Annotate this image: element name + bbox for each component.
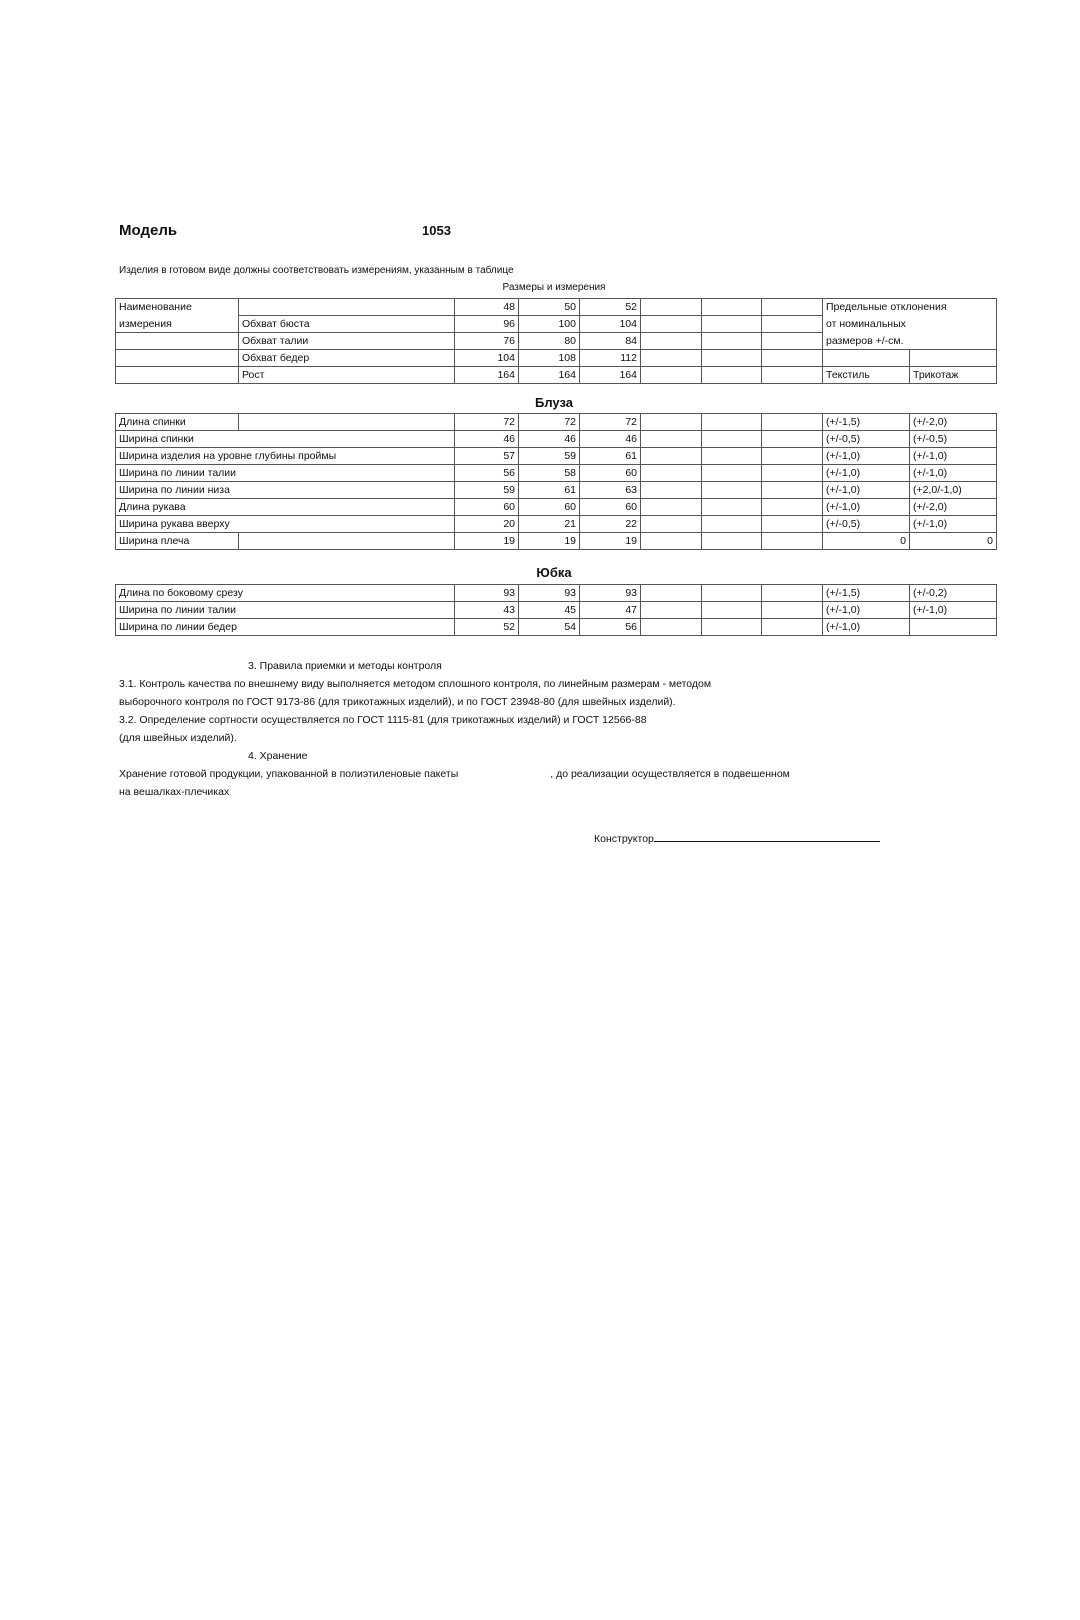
textile-tolerance: (+/-1,0)	[823, 465, 910, 482]
measure-name: Обхват бедер	[239, 350, 455, 367]
value-cell: 61	[580, 448, 641, 465]
value-cell: 164	[519, 367, 580, 384]
value-cell: 104	[580, 316, 641, 333]
value-cell: 58	[519, 465, 580, 482]
measure-name: Длина спинки	[116, 414, 239, 431]
value-cell: 164	[580, 367, 641, 384]
textile-tolerance: (+/-0,5)	[823, 516, 910, 533]
header-empty-cell	[239, 299, 455, 316]
table-row	[116, 619, 997, 636]
size-header-row	[116, 299, 997, 316]
table-row	[116, 516, 997, 533]
blouse-table	[115, 413, 997, 550]
value-cell: 45	[519, 602, 580, 619]
storage-text-a: Хранение готовой продукции, упакованной в полиэтиленовые пакеты	[119, 768, 459, 780]
value-cell: 54	[519, 619, 580, 636]
table-row	[116, 465, 997, 482]
table-caption: Размеры и измерения	[502, 282, 606, 293]
table-row	[116, 414, 997, 431]
textile-tolerance: (+/-1,0)	[823, 448, 910, 465]
empty-cell	[910, 350, 997, 367]
empty-cell	[702, 499, 762, 516]
empty-cell	[762, 602, 823, 619]
empty-cell	[762, 516, 823, 533]
empty-cell	[702, 482, 762, 499]
value-cell: 93	[580, 585, 641, 602]
measure-name: Ширина по линии талии	[116, 602, 455, 619]
empty-cell	[239, 414, 455, 431]
empty-cell	[762, 350, 823, 367]
empty-cell	[762, 431, 823, 448]
knit-tolerance: (+/-2,0)	[910, 414, 997, 431]
empty-cell	[702, 533, 762, 550]
textile-tolerance: (+/-1,0)	[823, 482, 910, 499]
empty-cell	[641, 350, 702, 367]
skirt-table	[115, 584, 997, 636]
empty-cell	[641, 482, 702, 499]
textile-tolerance: (+/-1,5)	[823, 414, 910, 431]
value-cell: 46	[455, 431, 519, 448]
measure-name: Ширина по линии талии	[116, 465, 455, 482]
textile-tolerance: (+/-1,0)	[823, 499, 910, 516]
signature-label: Конструктор	[594, 833, 654, 845]
knit-tolerance: (+2,0/-1,0)	[910, 482, 997, 499]
value-cell: 72	[580, 414, 641, 431]
empty-cell	[702, 316, 762, 333]
empty-cell	[702, 602, 762, 619]
empty-cell	[641, 333, 702, 350]
empty-cell	[702, 414, 762, 431]
measure-name: Ширина по линии низа	[116, 482, 455, 499]
value-cell: 84	[580, 333, 641, 350]
value-cell: 72	[455, 414, 519, 431]
table-row	[116, 482, 997, 499]
knit-tolerance: (+/-0,2)	[910, 585, 997, 602]
value-cell: 56	[455, 465, 519, 482]
model-header	[119, 222, 519, 246]
knit-tolerance: (+/-1,0)	[910, 465, 997, 482]
value-cell: 60	[580, 465, 641, 482]
empty-cell	[116, 333, 239, 350]
value-cell: 46	[519, 431, 580, 448]
value-cell: 59	[519, 448, 580, 465]
size-50: 50	[519, 299, 580, 316]
textile-tolerance: (+/-1,0)	[823, 619, 910, 636]
value-cell: 72	[519, 414, 580, 431]
value-cell: 93	[519, 585, 580, 602]
value-cell: 60	[519, 499, 580, 516]
value-cell: 43	[455, 602, 519, 619]
value-cell: 47	[580, 602, 641, 619]
value-cell: 63	[580, 482, 641, 499]
value-cell: 80	[519, 333, 580, 350]
empty-cell	[641, 316, 702, 333]
section-4-heading: 4. Хранение	[248, 750, 308, 762]
value-cell: 61	[519, 482, 580, 499]
empty-cell	[239, 533, 455, 550]
value-cell: 76	[455, 333, 519, 350]
empty-cell	[641, 431, 702, 448]
empty-cell	[641, 516, 702, 533]
value-cell: 60	[455, 499, 519, 516]
value-cell: 60	[580, 499, 641, 516]
deviation-note-3: размеров +/-см.	[823, 333, 997, 350]
value-cell: 56	[580, 619, 641, 636]
model-label: Модель	[119, 222, 178, 239]
value-cell: 100	[519, 316, 580, 333]
empty-cell	[641, 465, 702, 482]
value-cell: 108	[519, 350, 580, 367]
paragraph-line: (для швейных изделий).	[119, 732, 237, 744]
value-cell: 19	[455, 533, 519, 550]
value-cell: 22	[580, 516, 641, 533]
signature-line	[594, 830, 880, 845]
textile-tolerance: (+/-1,0)	[823, 602, 910, 619]
size-row	[116, 333, 997, 350]
knit-tolerance	[910, 619, 997, 636]
empty-cell	[702, 333, 762, 350]
empty-cell	[762, 448, 823, 465]
header-measure-label: измерения	[116, 316, 239, 333]
empty-cell	[762, 499, 823, 516]
model-number: 1053	[422, 223, 451, 238]
value-cell: 59	[455, 482, 519, 499]
empty-cell	[702, 367, 762, 384]
paragraph-line: выборочного контроля по ГОСТ 9173-86 (для трикотажных изделий), и по ГОСТ 23948-80 (для швейных изделий).	[119, 696, 676, 708]
section-3-heading: 3. Правила приемки и методы контроля	[248, 660, 442, 672]
knit-tolerance: (+/-1,0)	[910, 516, 997, 533]
empty-cell	[702, 350, 762, 367]
table-row	[116, 499, 997, 516]
value-cell: 93	[455, 585, 519, 602]
size-row	[116, 316, 997, 333]
value-cell: 96	[455, 316, 519, 333]
size-row	[116, 367, 997, 384]
measure-name: Ширина по линии бедер	[116, 619, 455, 636]
textile-tolerance: (+/-0,5)	[823, 431, 910, 448]
empty-cell	[762, 533, 823, 550]
textile-tolerance: (+/-1,5)	[823, 585, 910, 602]
knit-tolerance: (+/-2,0)	[910, 499, 997, 516]
paragraph-line	[119, 765, 790, 783]
empty-cell	[762, 367, 823, 384]
empty-cell	[762, 316, 823, 333]
signature-blank	[654, 830, 880, 842]
table-row	[116, 533, 997, 550]
measure-name: Ширина плеча	[116, 533, 239, 550]
empty-cell	[641, 585, 702, 602]
section-3	[119, 657, 790, 801]
paragraph-line: 3.2. Определение сортности осуществляется по ГОСТ 1115-81 (для трикотажных изделий) и ГОСТ 12566-88	[119, 714, 647, 726]
measure-name: Ширина изделия на уровне глубины проймы	[116, 448, 455, 465]
intro-text: Изделия в готовом виде должны соответствовать измерениям, указанным в таблице	[119, 265, 514, 276]
textile-header: Текстиль	[823, 367, 910, 384]
measure-name: Обхват талии	[239, 333, 455, 350]
empty-cell	[823, 350, 910, 367]
deviation-note-1: Предельные отклонения	[823, 299, 997, 316]
empty-cell	[702, 299, 762, 316]
value-cell: 46	[580, 431, 641, 448]
knit-tolerance: (+/-1,0)	[910, 448, 997, 465]
measure-name: Ширина рукава вверху	[116, 516, 455, 533]
value-cell: 52	[455, 619, 519, 636]
empty-cell	[641, 448, 702, 465]
knit-tolerance: (+/-0,5)	[910, 431, 997, 448]
size-table	[115, 298, 997, 384]
table-row	[116, 602, 997, 619]
measure-name: Ширина спинки	[116, 431, 455, 448]
empty-cell	[762, 299, 823, 316]
value-cell: 20	[455, 516, 519, 533]
blouse-title: Блуза	[534, 395, 573, 410]
empty-cell	[641, 414, 702, 431]
size-48: 48	[455, 299, 519, 316]
value-cell: 104	[455, 350, 519, 367]
value-cell: 21	[519, 516, 580, 533]
empty-cell	[702, 465, 762, 482]
empty-cell	[762, 619, 823, 636]
empty-cell	[762, 333, 823, 350]
empty-cell	[641, 619, 702, 636]
header-name-label: Наименование	[116, 299, 239, 316]
value-cell: 19	[519, 533, 580, 550]
knit-tolerance: 0	[910, 533, 997, 550]
empty-cell	[641, 533, 702, 550]
table-row	[116, 448, 997, 465]
empty-cell	[116, 367, 239, 384]
empty-cell	[702, 516, 762, 533]
value-cell: 164	[455, 367, 519, 384]
empty-cell	[702, 431, 762, 448]
empty-cell	[762, 414, 823, 431]
knit-tolerance: (+/-1,0)	[910, 602, 997, 619]
empty-cell	[702, 585, 762, 602]
empty-cell	[762, 482, 823, 499]
deviation-note-2: от номинальных	[823, 316, 997, 333]
empty-cell	[641, 367, 702, 384]
value-cell: 19	[580, 533, 641, 550]
knit-header: Трикотаж	[910, 367, 997, 384]
measure-name: Рост	[239, 367, 455, 384]
empty-cell	[641, 602, 702, 619]
textile-tolerance: 0	[823, 533, 910, 550]
table-row	[116, 585, 997, 602]
empty-cell	[762, 585, 823, 602]
empty-cell	[641, 499, 702, 516]
value-cell: 57	[455, 448, 519, 465]
value-cell: 112	[580, 350, 641, 367]
empty-cell	[116, 350, 239, 367]
measure-name: Длина рукава	[116, 499, 455, 516]
empty-cell	[702, 448, 762, 465]
size-52: 52	[580, 299, 641, 316]
measure-name: Обхват бюста	[239, 316, 455, 333]
paragraph-line: 3.1. Контроль качества по внешнему виду выполняется методом сплошного контроля, по линейным размерам - методом	[119, 678, 712, 690]
measure-name: Длина по боковому срезу	[116, 585, 455, 602]
table-row	[116, 431, 997, 448]
storage-text-b: , до реализации осуществляется в подвешенном	[550, 768, 790, 780]
paragraph-line: на вешалках-плечиках	[119, 786, 230, 798]
empty-cell	[641, 299, 702, 316]
size-row	[116, 350, 997, 367]
empty-cell	[702, 619, 762, 636]
skirt-title: Юбка	[536, 565, 572, 580]
empty-cell	[762, 465, 823, 482]
